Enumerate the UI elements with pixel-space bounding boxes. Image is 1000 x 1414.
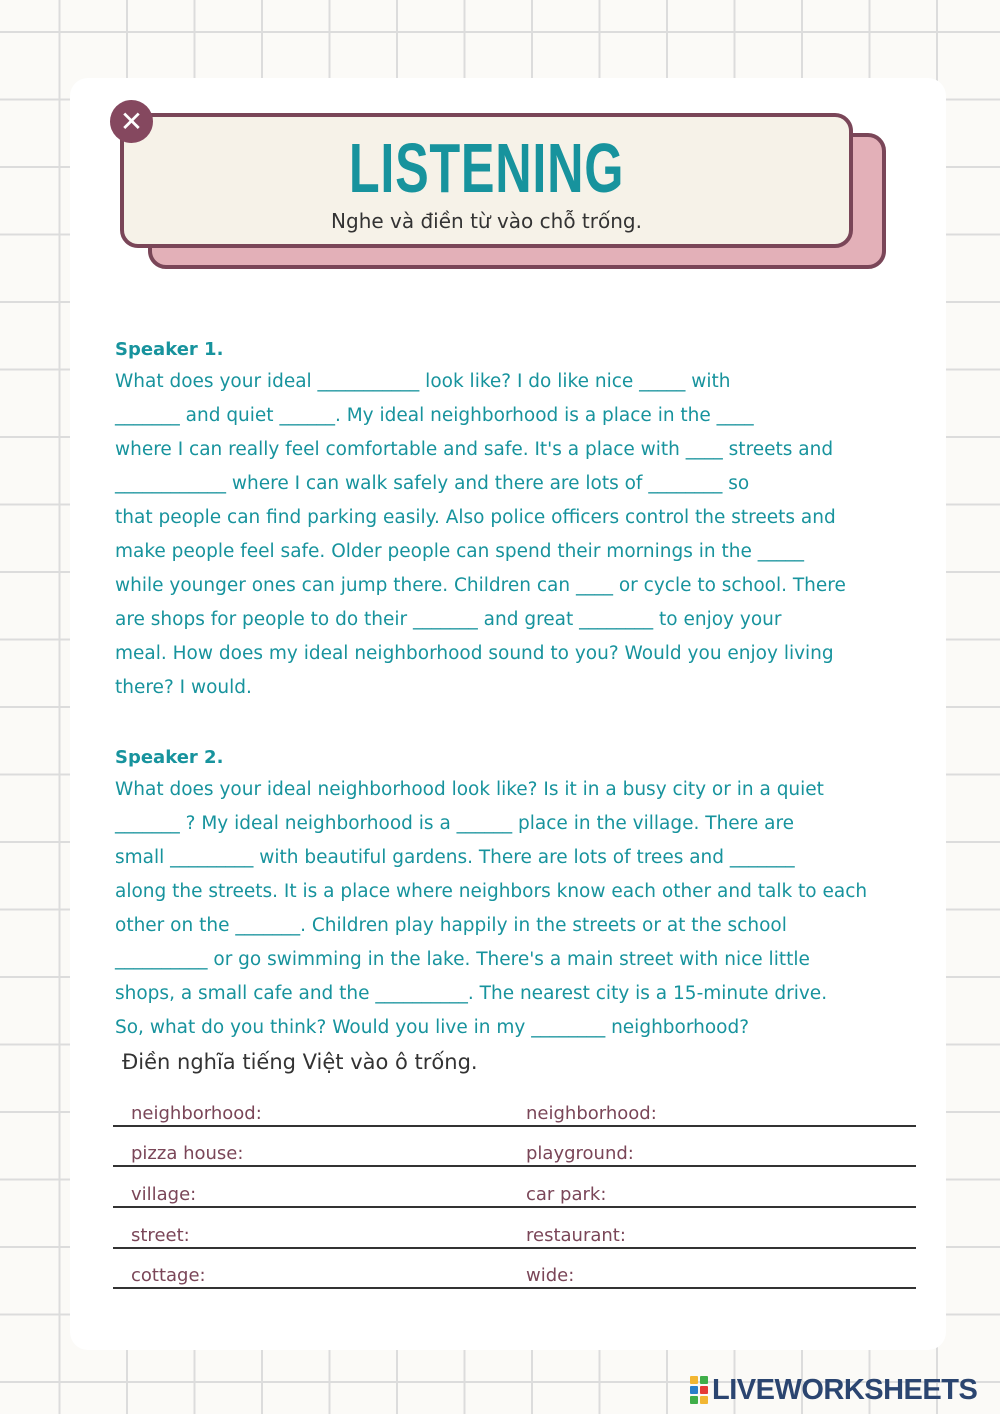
speaker-1-line: where I can really feel comfortable and safe. It's a place with ____ streets and [115,439,834,460]
page-title: LISTENING [348,129,625,207]
vocab-field-left[interactable]: neighborhood: [131,1103,262,1124]
vocab-row [113,1127,916,1167]
page-subtitle: Nghe và điền từ vào chỗ trống. [331,209,642,233]
footer-brand[interactable] [690,1374,977,1406]
vocab-row [113,1168,916,1208]
title-banner [120,113,853,248]
logo-square [700,1386,708,1394]
speaker-1-section [115,335,915,705]
logo-square [690,1396,698,1404]
vocab-row [113,1087,916,1127]
brand-name: LIVEWORKSHEETS [712,1373,978,1406]
vocab-row [113,1249,916,1289]
speaker-2-title: Speaker 2. [115,747,224,768]
logo-square [690,1376,698,1384]
speaker-1-line: that people can find parking easily. Also police officers control the streets and [115,507,836,528]
speaker-1-line: What does your ideal ___________ look like? I do like nice _____ with [115,371,731,392]
vocab-field-right[interactable]: restaurant: [526,1225,626,1246]
speaker-2-line: So, what do you think? Would you live in my ________ neighborhood? [115,1017,750,1038]
logo-square [690,1386,698,1394]
vocab-field-left[interactable]: street: [131,1225,190,1246]
liveworksheets-logo-icon [690,1376,708,1404]
speaker-1-line: there? I would. [115,677,252,698]
vocab-field-left[interactable]: cottage: [131,1265,206,1286]
vocab-field-right[interactable]: wide: [526,1265,575,1286]
vocab-field-right[interactable]: car park: [526,1184,607,1205]
speaker-1-line: _______ and quiet ______. My ideal neighborhood is a place in the ____ [115,405,754,426]
vocab-field-right[interactable]: playground: [526,1143,634,1164]
logo-square [700,1376,708,1384]
vocab-field-right[interactable]: neighborhood: [526,1103,657,1124]
logo-square [700,1396,708,1404]
vocab-row [113,1209,916,1249]
speaker-2-line: __________ or go swimming in the lake. There's a main street with nice little [115,949,810,970]
speaker-2-line: _______ ? My ideal neighborhood is a ______ place in the village. There are [115,813,795,834]
speaker-2-line: small _________ with beautiful gardens. There are lots of trees and _______ [115,847,795,868]
speaker-1-line: are shops for people to do their _______ and great ________ to enjoy your [115,609,782,630]
speaker-2-line: other on the _______. Children play happily in the streets or at the school [115,915,787,936]
speaker-1-line: make people feel safe. Older people can spend their mornings in the _____ [115,541,805,562]
speaker-1-line: ____________ where I can walk safely and there are lots of ________ so [115,473,750,494]
vocab-field-left[interactable]: village: [131,1184,197,1205]
speaker-1-line: while younger ones can jump there. Children can ____ or cycle to school. There [115,575,846,596]
vocab-field-left[interactable]: pizza house: [131,1143,244,1164]
speaker-2-line: What does your ideal neighborhood look like? Is it in a busy city or in a quiet [115,779,824,800]
speaker-1-title: Speaker 1. [115,339,224,360]
close-icon[interactable]: ✕ [110,100,153,143]
speaker-2-section [115,743,915,1045]
speaker-1-line: meal. How does my ideal neighborhood sound to you? Would you enjoy living [115,643,834,664]
speaker-2-line: shops, a small cafe and the __________. The nearest city is a 15-minute drive. [115,983,828,1004]
speaker-2-line: along the streets. It is a place where neighbors know each other and talk to each [115,881,868,902]
vocab-instruction: Điền nghĩa tiếng Việt vào ô trống. [122,1050,478,1074]
